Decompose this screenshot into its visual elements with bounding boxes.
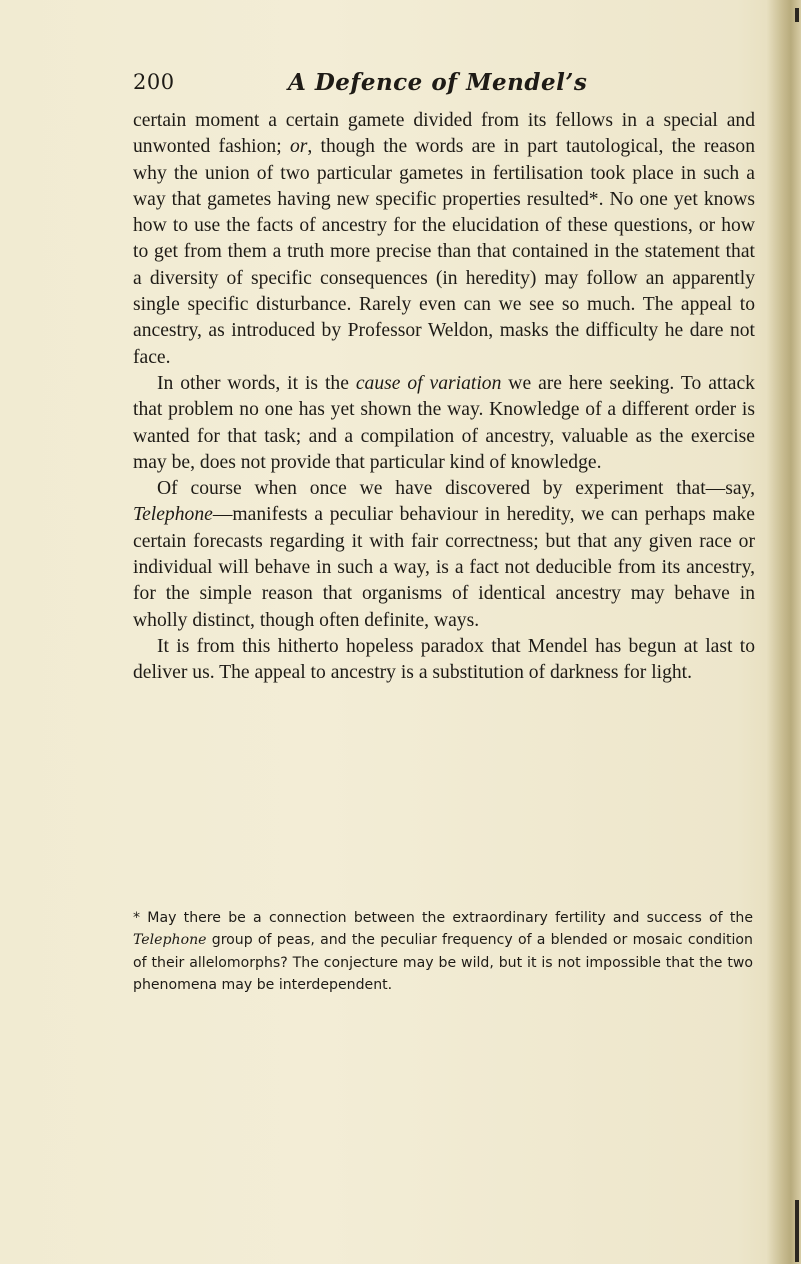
paragraph-text: Of course when once we have discovered by experiment that—say, — [157, 478, 755, 500]
edge-mark — [795, 8, 799, 22]
paragraph-4 — [133, 634, 755, 687]
paragraph-3 — [133, 476, 755, 634]
paragraph-text: In other words, it is the — [157, 372, 356, 394]
paragraph-text: —manifests a peculiar behaviour in heredity, we can perhaps make certain forecasts regarding it with fair correctness; but that any given race or individual will behave in such a way, is a fact not deducible from its ancestry, for the simple reason that organisms of identical ancestry may behave in wholly distinct, though often definite, ways. — [133, 504, 755, 631]
running-title: A Defence of Mendel’s — [288, 69, 588, 96]
paragraph-text: It is from this hitherto hopeless paradox that Mendel has begun at last to deliver us. The appeal to ancestry is a substitution of darkness for light. — [133, 635, 755, 684]
footnote-text: group of peas, and the peculiar frequency of a blended or mosaic condition of their allelomorphs? The conjecture may be wild, but it is not impossible that the two phenomena may be interdependent. — [133, 932, 753, 993]
italic-text: Telephone — [133, 932, 207, 949]
paragraph-text: certain moment a certain gamete divided from its fellows in a special and unwonted fashion; — [133, 110, 755, 158]
paragraph-2 — [133, 371, 755, 476]
edge-mark — [795, 1200, 799, 1262]
italic-text: Telephone — [133, 504, 213, 526]
paragraph-text: we are here seeking. To attack that problem no one has yet shown the way. Knowledge of a different order is wanted for that task; and a compilation of ancestry, valuable as the exercise may be, does not provide that particular kind of knowledge. — [133, 372, 755, 473]
page-number: 200 — [133, 70, 175, 94]
footnote-text: * May there be a connection between the extraordinary fertility and success of the — [133, 910, 753, 926]
page-edge — [767, 0, 801, 1264]
body-text — [133, 108, 755, 687]
italic-text: cause of variation — [355, 372, 502, 394]
running-head — [133, 70, 753, 106]
italic-text: or — [289, 136, 308, 158]
footnote — [133, 907, 753, 996]
paragraph-text: , though the words are in part tautological, the reason why the union of two particular gametes in fertilisation took place in such a way that gametes having new specific properties resulted*. No one yet knows how to use the facts of ancestry for the elucidation of these questions, or how to get from them a truth more precise than that contained in the statement that a diversity of specific consequences (in heredity) may follow an apparently single specific disturbance. Rarely even can we see so much. The appeal to ancestry, as introduced by Professor Weldon, masks the difficulty he dare not face. — [133, 136, 755, 368]
paragraph-1 — [133, 108, 755, 371]
